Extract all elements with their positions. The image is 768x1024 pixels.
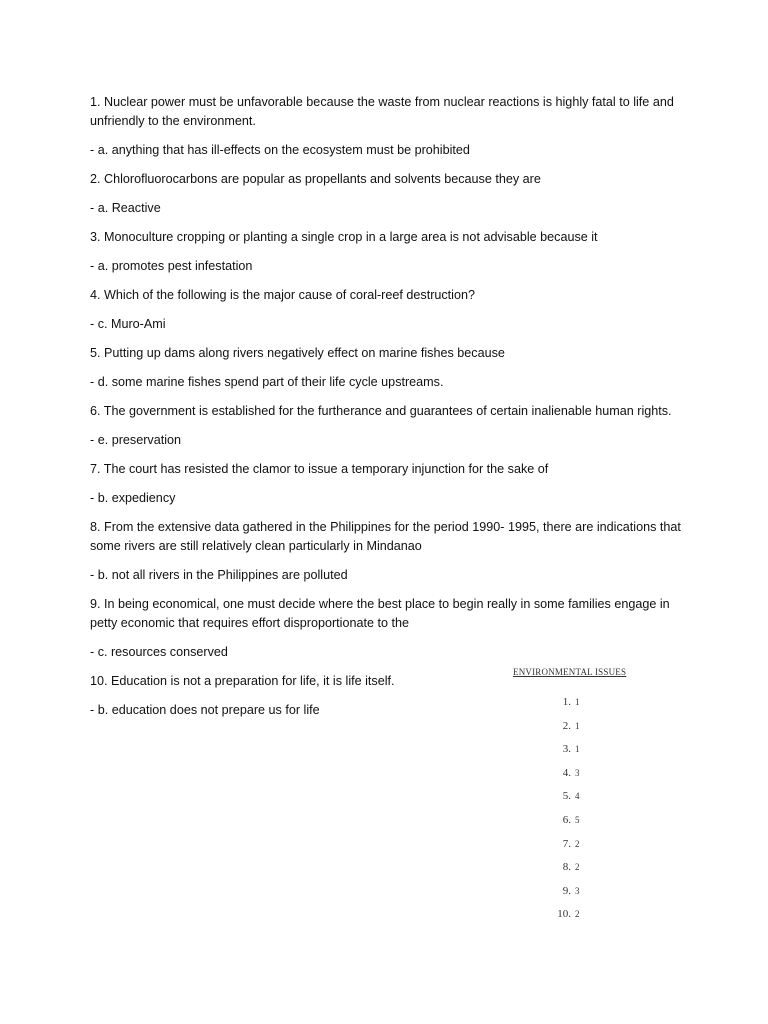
answer-key-value: 1 bbox=[575, 720, 580, 731]
answer-text: - c. resources conserved bbox=[90, 645, 228, 659]
answer-text: - a. promotes pest infestation bbox=[90, 259, 253, 273]
question-text: 8. From the extensive data gathered in the Philippines for the period 1990- 1995, there are indications that some rivers are still relatively clean particularly in Mindanao bbox=[90, 520, 681, 553]
question-item-4 bbox=[90, 286, 690, 334]
answer-key-value: 2 bbox=[575, 838, 580, 849]
answer-key-value: 3 bbox=[575, 767, 580, 778]
answer-key-value: 4 bbox=[575, 791, 580, 802]
answer-key-value: 5 bbox=[575, 814, 580, 825]
answer-key-value: 2 bbox=[575, 862, 580, 873]
answer-key-value: 1 bbox=[575, 744, 580, 755]
question-item-5 bbox=[90, 344, 690, 392]
answer-key-row bbox=[505, 838, 635, 862]
answer-key-row bbox=[505, 743, 635, 767]
answer-key-value: 2 bbox=[575, 909, 580, 920]
answer-key-row bbox=[505, 696, 635, 720]
question-item-8 bbox=[90, 518, 690, 585]
question-item-1 bbox=[90, 93, 690, 160]
answer-key-number: 3. bbox=[562, 743, 571, 756]
answer-text: - a. anything that has ill-effects on the ecosystem must be prohibited bbox=[90, 143, 470, 157]
answer-text: - c. Muro-Ami bbox=[90, 317, 166, 331]
answer-key-row bbox=[505, 790, 635, 814]
answer-text: - e. preservation bbox=[90, 433, 181, 447]
question-item-2 bbox=[90, 170, 690, 218]
question-item-6 bbox=[90, 402, 690, 450]
answer-key-row bbox=[505, 814, 635, 838]
question-text: 5. Putting up dams along rivers negatively effect on marine fishes because bbox=[90, 346, 505, 360]
answer-key-number: 9. bbox=[562, 884, 571, 897]
answer-key-list bbox=[505, 696, 635, 932]
question-item-7 bbox=[90, 460, 690, 508]
answer-key-number: 4. bbox=[562, 766, 571, 779]
question-text: 2. Chlorofluorocarbons are popular as propellants and solvents because they are bbox=[90, 172, 541, 186]
answer-key-title: ENVIRONMENTAL ISSUES bbox=[513, 667, 627, 677]
question-list bbox=[90, 93, 690, 730]
answer-key-number: 10. bbox=[557, 908, 571, 921]
question-text: 3. Monoculture cropping or planting a single crop in a large area is not advisable because it bbox=[90, 230, 598, 244]
question-text: 10. Education is not a preparation for life, it is life itself. bbox=[90, 674, 395, 688]
answer-key-number: 6. bbox=[562, 813, 571, 826]
answer-key-number: 8. bbox=[562, 861, 571, 874]
answer-key-value: 1 bbox=[575, 697, 580, 707]
question-item-9 bbox=[90, 595, 690, 662]
answer-text: - b. expediency bbox=[90, 491, 176, 505]
answer-text: - d. some marine fishes spend part of their life cycle upstreams. bbox=[90, 375, 444, 389]
answer-text: - b. education does not prepare us for life bbox=[90, 703, 320, 717]
answer-key-row bbox=[505, 861, 635, 885]
answer-key-number: 7. bbox=[562, 837, 571, 850]
question-text: 7. The court has resisted the clamor to issue a temporary injunction for the sake of bbox=[90, 462, 549, 476]
question-text: 4. Which of the following is the major cause of coral-reef destruction? bbox=[90, 288, 475, 302]
answer-key-row bbox=[505, 885, 635, 909]
answer-text: - a. Reactive bbox=[90, 201, 161, 215]
answer-key-number: 5. bbox=[562, 790, 571, 803]
question-text: 6. The government is established for the furtherance and guarantees of certain inalienable human rights. bbox=[90, 404, 672, 418]
answer-key-value: 3 bbox=[575, 885, 580, 896]
answer-text: - b. not all rivers in the Philippines are polluted bbox=[90, 568, 348, 582]
answer-key-row bbox=[505, 767, 635, 791]
question-item-3 bbox=[90, 228, 690, 276]
question-text: 1. Nuclear power must be unfavorable because the waste from nuclear reactions is highly fatal to life and unfriendly to the environment. bbox=[90, 95, 674, 128]
answer-key-row bbox=[505, 908, 635, 932]
answer-key-row bbox=[505, 720, 635, 744]
answer-key-number: 2. bbox=[562, 719, 571, 732]
question-text: 9. In being economical, one must decide where the best place to begin really in some families engage in petty economic that requires effort disproportionate to the bbox=[90, 597, 670, 630]
answer-key bbox=[505, 667, 635, 932]
answer-key-number: 1. bbox=[562, 696, 571, 708]
